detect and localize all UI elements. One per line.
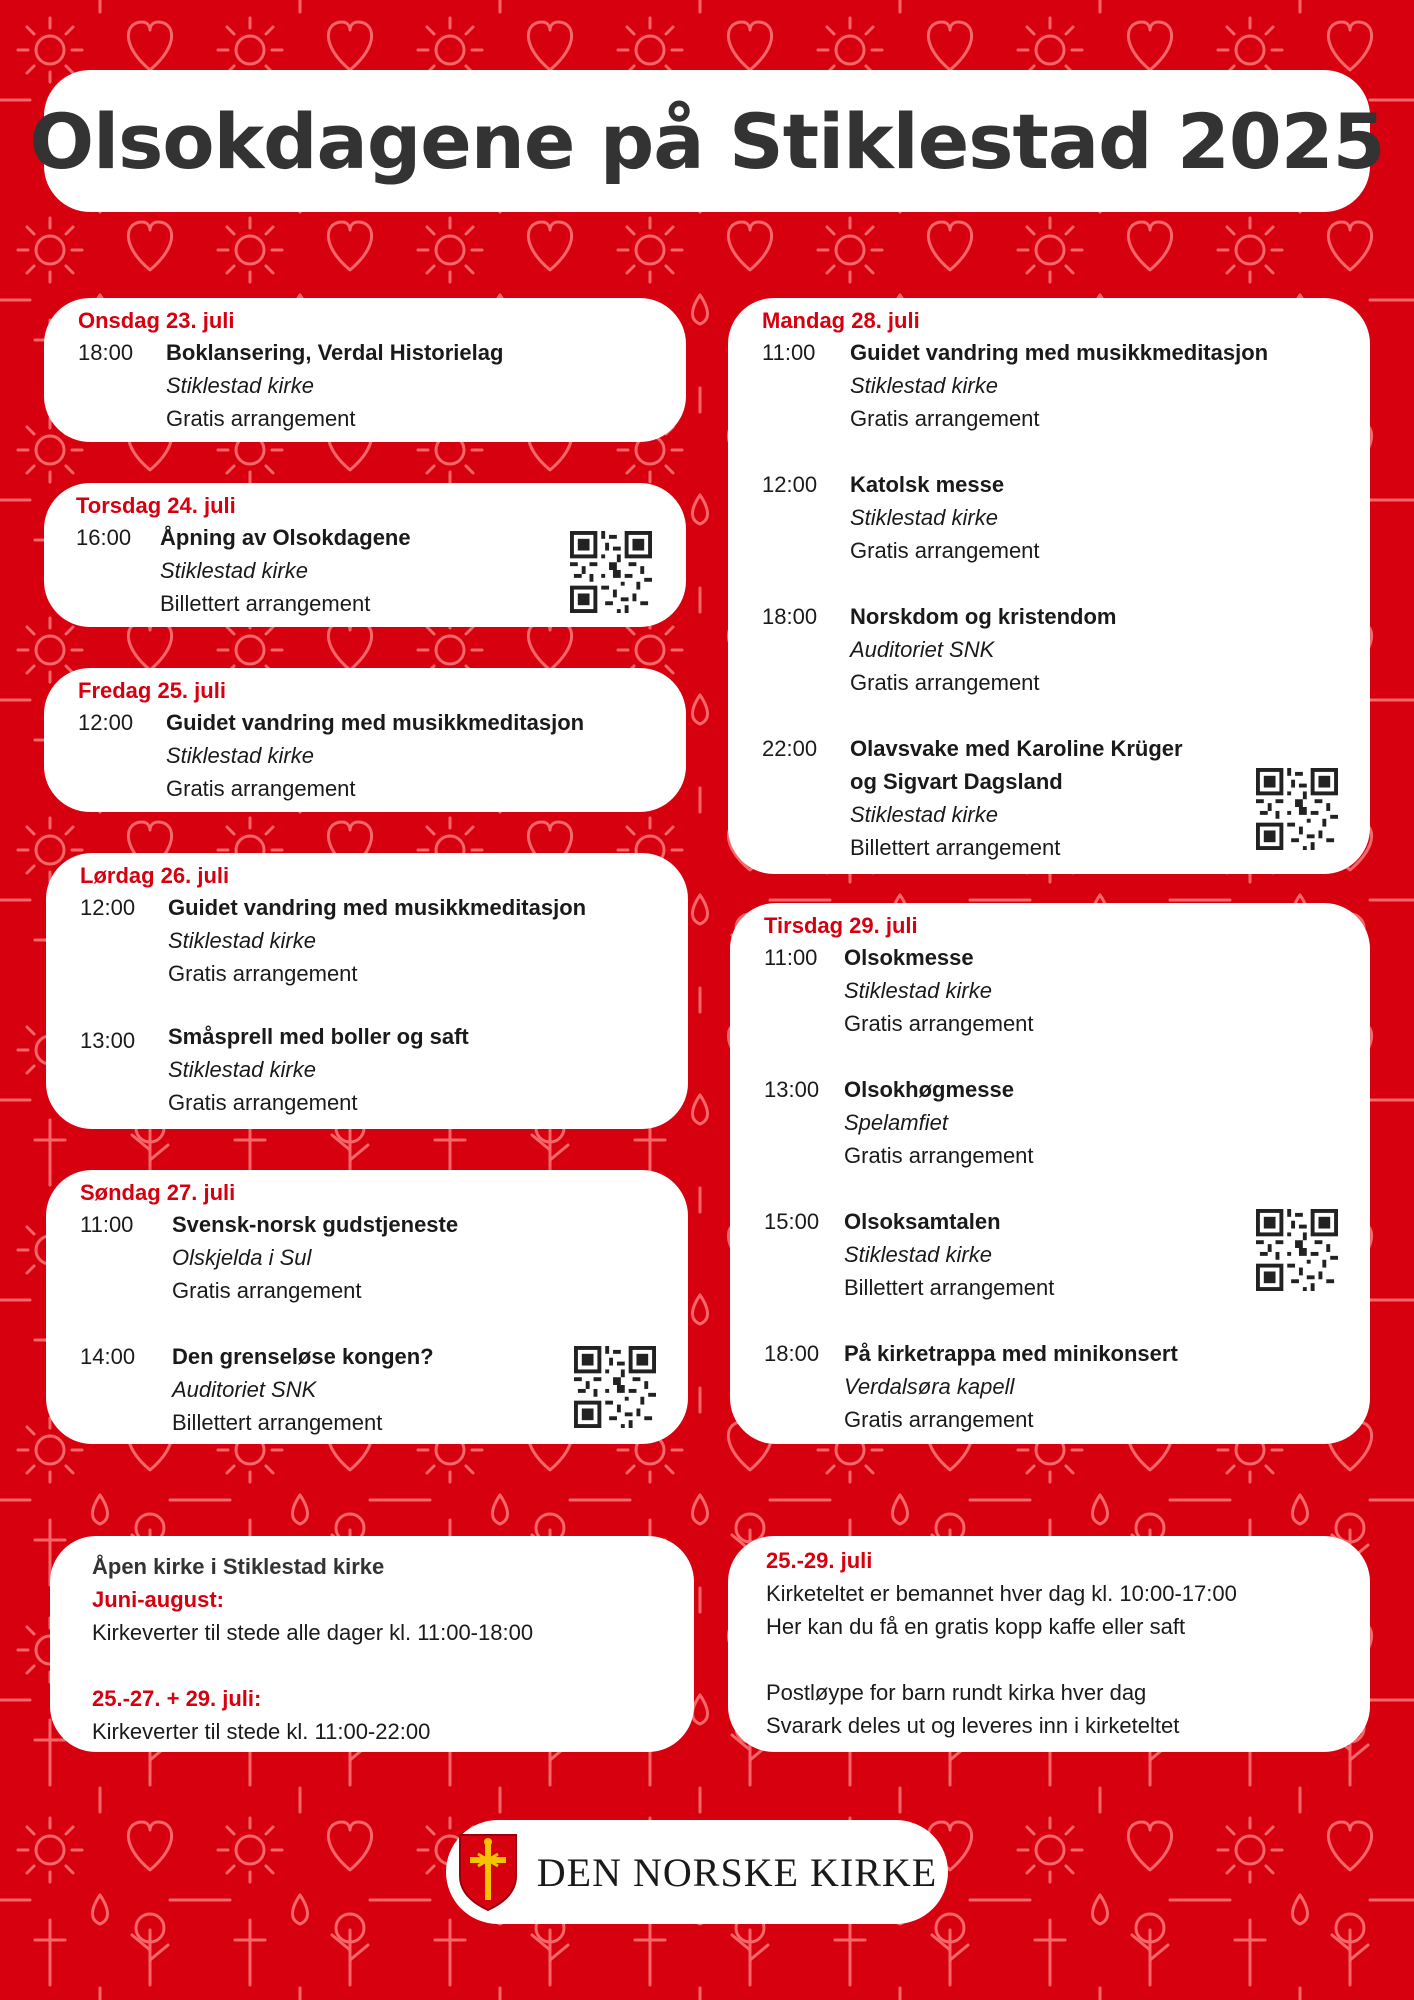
event-admission: Gratis arrangement xyxy=(850,670,1040,695)
event-place: Stiklestad kirke xyxy=(844,978,992,1003)
event-item xyxy=(78,706,686,805)
event-place: Auditoriet SNK xyxy=(850,637,995,662)
event-admission: Gratis arrangement xyxy=(172,1278,362,1303)
event-item xyxy=(764,941,1370,1040)
event-admission: Gratis arrangement xyxy=(168,961,358,986)
day-heading: Onsdag 23. juli xyxy=(78,308,235,333)
church-cross-shield-icon xyxy=(457,1832,519,1912)
day-card-wednesday xyxy=(44,298,686,442)
church-tent-text: Postløype for barn rundt kirka hver dag xyxy=(766,1680,1147,1705)
event-name: Katolsk messe xyxy=(850,472,1005,497)
day-card-friday xyxy=(44,668,686,812)
event-name: Norskdom og kristendom xyxy=(850,604,1117,629)
open-church-text: Kirkeverter til stede alle dager kl. 11:00-18:00 xyxy=(92,1620,534,1645)
event-name: Svensk-norsk gudstjeneste xyxy=(172,1212,459,1237)
event-name: Guidet vandring med musikkmeditasjon xyxy=(166,710,585,735)
event-name: Olsokhøgmesse xyxy=(844,1077,1014,1102)
event-admission: Billettert arrangement xyxy=(850,835,1061,860)
event-item xyxy=(78,336,686,435)
logo-card xyxy=(446,1820,948,1924)
page-title: Olsokdagene på Stiklestad 2025 xyxy=(29,96,1385,186)
event-item xyxy=(80,1020,688,1119)
event-item xyxy=(762,600,1370,699)
event-item xyxy=(80,1208,688,1307)
event-time: 12:00 xyxy=(78,710,134,735)
day-heading: Torsdag 24. juli xyxy=(76,493,236,518)
day-card-tuesday xyxy=(730,903,1370,1444)
event-name: På kirketrappa med minikonsert xyxy=(844,1341,1178,1366)
event-name: Olavsvake med Karoline Krüger xyxy=(850,736,1183,761)
church-tent-text: Kirketeltet er bemannet hver dag kl. 10:00-17:00 xyxy=(766,1581,1237,1606)
event-time: 13:00 xyxy=(80,1028,136,1053)
event-time: 22:00 xyxy=(762,736,818,761)
event-item xyxy=(762,336,1370,435)
event-time: 11:00 xyxy=(764,945,818,970)
event-name: Boklansering, Verdal Historielag xyxy=(166,340,504,365)
event-item xyxy=(764,1073,1370,1172)
event-admission: Billettert arrangement xyxy=(160,591,371,616)
event-name: Olsoksamtalen xyxy=(844,1209,1001,1234)
day-heading: Lørdag 26. juli xyxy=(80,863,230,888)
day-heading: Fredag 25. juli xyxy=(78,678,226,703)
event-item xyxy=(80,891,688,990)
event-time: 14:00 xyxy=(80,1344,136,1369)
event-place: Stiklestad kirke xyxy=(166,743,314,768)
event-admission: Gratis arrangement xyxy=(850,538,1040,563)
logo-text: DEN NORSKE KIRKE xyxy=(536,1849,938,1895)
event-time: 11:00 xyxy=(762,340,816,365)
event-place: Stiklestad kirke xyxy=(160,558,308,583)
event-admission: Billettert arrangement xyxy=(172,1410,383,1435)
event-admission: Billettert arrangement xyxy=(844,1275,1055,1300)
day-card-thursday xyxy=(44,483,686,627)
open-church-card xyxy=(50,1536,694,1752)
event-place: Stiklestad kirke xyxy=(168,1057,316,1082)
church-tent-text: Her kan du få en gratis kopp kaffe eller saft xyxy=(766,1614,1186,1639)
event-name: Olsokmesse xyxy=(844,945,974,970)
event-time: 18:00 xyxy=(764,1341,820,1366)
open-church-period: Juni-august: xyxy=(92,1587,224,1612)
event-name: Den grenseløse kongen? xyxy=(172,1344,434,1369)
event-admission: Gratis arrangement xyxy=(850,406,1040,431)
event-time: 12:00 xyxy=(762,472,818,497)
event-time: 12:00 xyxy=(80,895,136,920)
day-card-sunday xyxy=(46,1170,688,1444)
event-item xyxy=(764,1337,1370,1436)
qr-code-icon[interactable] xyxy=(1256,1209,1338,1291)
event-name-line2: og Sigvart Dagsland xyxy=(850,769,1063,794)
church-tent-text: Svarark deles ut og leveres inn i kirketeltet xyxy=(766,1713,1180,1738)
event-admission: Gratis arrangement xyxy=(844,1011,1034,1036)
event-admission: Gratis arrangement xyxy=(844,1407,1034,1432)
event-item xyxy=(762,468,1370,567)
event-admission: Gratis arrangement xyxy=(166,776,356,801)
day-heading: Mandag 28. juli xyxy=(762,308,920,333)
open-church-text: Kirkeverter til stede kl. 11:00-22:00 xyxy=(92,1719,431,1744)
event-place: Stiklestad kirke xyxy=(166,373,314,398)
event-place: Stiklestad kirke xyxy=(844,1242,992,1267)
event-admission: Gratis arrangement xyxy=(166,406,356,431)
open-church-heading: Åpen kirke i Stiklestad kirke xyxy=(92,1554,385,1579)
event-name: Småsprell med boller og saft xyxy=(168,1024,469,1049)
day-card-saturday xyxy=(46,853,688,1129)
event-name: Åpning av Olsokdagene xyxy=(160,525,411,550)
event-admission: Gratis arrangement xyxy=(168,1090,358,1115)
event-place: Auditoriet SNK xyxy=(172,1377,317,1402)
qr-code-icon[interactable] xyxy=(570,531,652,613)
church-tent-period: 25.-29. juli xyxy=(766,1548,873,1573)
event-time: 13:00 xyxy=(764,1077,820,1102)
event-time: 16:00 xyxy=(76,525,132,550)
event-admission: Gratis arrangement xyxy=(844,1143,1034,1168)
event-place: Stiklestad kirke xyxy=(850,505,998,530)
day-card-monday xyxy=(728,298,1370,874)
day-heading: Tirsdag 29. juli xyxy=(764,913,918,938)
day-heading: Søndag 27. juli xyxy=(80,1180,236,1205)
event-time: 15:00 xyxy=(764,1209,820,1234)
qr-code-icon[interactable] xyxy=(1256,768,1338,850)
event-place: Stiklestad kirke xyxy=(168,928,316,953)
event-time: 11:00 xyxy=(80,1212,134,1237)
event-place: Spelamfiet xyxy=(844,1110,948,1135)
event-place: Stiklestad kirke xyxy=(850,802,998,827)
event-place: Olskjelda i Sul xyxy=(172,1245,312,1270)
event-place: Verdalsøra kapell xyxy=(844,1374,1015,1399)
open-church-period: 25.-27. + 29. juli: xyxy=(92,1686,262,1711)
event-name: Guidet vandring med musikkmeditasjon xyxy=(168,895,587,920)
event-time: 18:00 xyxy=(762,604,818,629)
church-tent-card xyxy=(728,1536,1370,1752)
event-time: 18:00 xyxy=(78,340,134,365)
event-name: Guidet vandring med musikkmeditasjon xyxy=(850,340,1269,365)
title-card xyxy=(29,70,1385,212)
event-place: Stiklestad kirke xyxy=(850,373,998,398)
qr-code-icon[interactable] xyxy=(574,1346,656,1428)
